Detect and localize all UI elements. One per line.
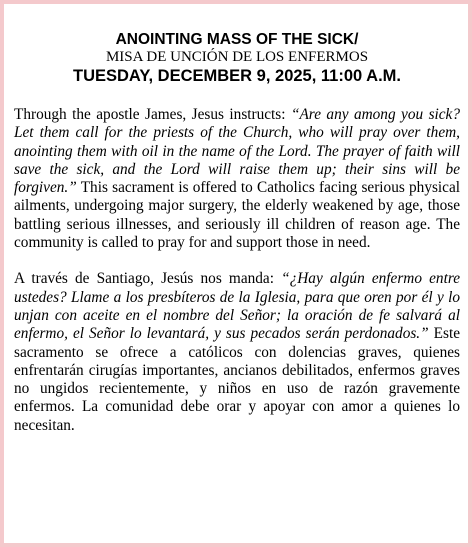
announcement-header: [14, 30, 460, 86]
english-intro: Through the apostle James, Jesus instructs:: [14, 106, 291, 123]
english-body: This sacrament is offered to Catholics facing serious physical ailments, undergoing major surgery, the elderly weakened by age, those battling serious illnesses, and seriously ill children of reason age. The community is called to pray for and support those in need.: [14, 179, 460, 252]
english-paragraph: [14, 106, 460, 252]
announcement-panel: [4, 4, 468, 543]
spanish-paragraph: [14, 270, 460, 435]
title-english: ANOINTING MASS OF THE SICK/: [115, 31, 359, 48]
title-spanish: MISA DE UNCIÓN DE LOS ENFERMOS: [105, 49, 369, 65]
spanish-intro: A través de Santiago, Jesús nos manda:: [14, 270, 282, 288]
spanish-body: Este sacramento se ofrece a católicos con dolencias graves, quienes enfrentarán cirugías importantes, ancianos debilitados, enfermos graves no ungidos recientemente, y niños en uso de razón gravemente enfermos. La comunidad debe orar y apoyar con amor a quienes lo necesitan.: [14, 325, 460, 434]
event-date: TUESDAY, DECEMBER 9, 2025, 11:00 A.M.: [73, 67, 401, 85]
spanish-scripture-quote: “¿Hay algún enfermo entre ustedes? Llame a los presbíteros de la Iglesia, para que oren por él y lo unjan con aceite en el nombre del Señor; la oración de fe salvará al enfermo, el Señor lo levantará, y sus pecados serán perdonados.”: [14, 270, 460, 343]
english-scripture-quote: “Are any among you sick? Let them call for the priests of the Church, who will pray over them, anointing them with oil in the name of the Lord. The prayer of faith will save the sick, and the Lord will raise them up; their sins will be forgiven.”: [14, 106, 460, 197]
